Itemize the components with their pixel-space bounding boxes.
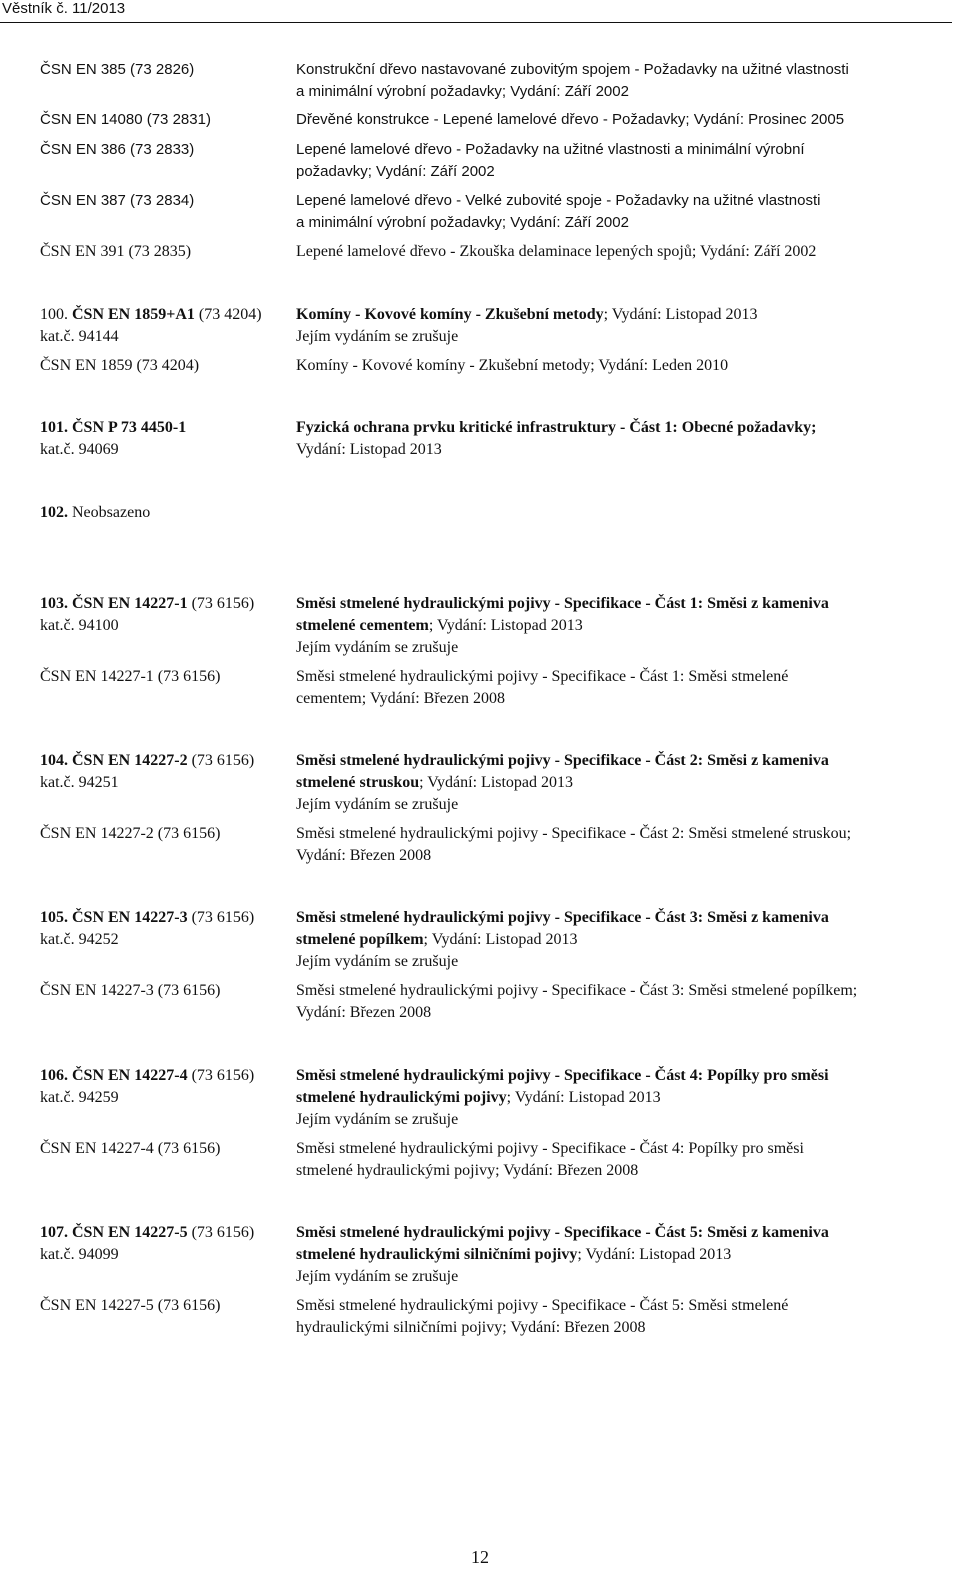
item-title-bold: stmelené struskou xyxy=(296,774,420,791)
journal-title: Věstník č. 11/2013 xyxy=(2,0,126,17)
entry-code: ČSN EN 14080 (73 2831) xyxy=(40,111,211,128)
item-code xyxy=(40,418,186,438)
item-number: 107. xyxy=(40,1224,68,1241)
catalog-number: kat.č. 94100 xyxy=(40,617,119,634)
replace-note: Jejím vydáním se zrušuje xyxy=(296,1111,459,1128)
old-title: Směsi stmelené hydraulickými pojivy - Specifikace - Část 1: Směsi stmelené xyxy=(296,668,789,685)
item-title-bold: stmelené cementem xyxy=(296,617,429,634)
item-code-bold: ČSN EN 14227-5 xyxy=(72,1224,188,1241)
item-number: 103. xyxy=(40,595,68,612)
item-code-suffix: (73 6156) xyxy=(187,1224,255,1241)
item-code-bold: ČSN EN 14227-4 xyxy=(72,1067,188,1084)
item-code-bold: ČSN EN 14227-2 xyxy=(72,752,188,769)
catalog-number: kat.č. 94069 xyxy=(40,441,119,458)
entry-title: Lepené lamelové dřevo - Požadavky na užitné vlastnosti a minimální výrobní xyxy=(296,141,805,158)
item-code-suffix: (73 6156) xyxy=(187,752,255,769)
entry-code: ČSN EN 385 (73 2826) xyxy=(40,61,195,78)
item-code xyxy=(40,1223,254,1243)
old-title: Směsi stmelené hydraulickými pojivy - Specifikace - Část 2: Směsi stmelené struskou; xyxy=(296,825,852,842)
entry-title: Lepené lamelové dřevo - Velké zubovité spoje - Požadavky na užitné vlastnosti xyxy=(296,192,821,209)
item-number: 101. xyxy=(40,419,68,436)
item-vacant xyxy=(40,503,150,523)
item-number: 106. xyxy=(40,1067,68,1084)
replace-note: Jejím vydáním se zrušuje xyxy=(296,639,459,656)
item-title: Směsi stmelené hydraulickými pojivy - Specifikace - Část 3: Směsi z kameniva xyxy=(296,909,829,926)
item-number: 104. xyxy=(40,752,68,769)
old-code: ČSN EN 1859 (73 4204) xyxy=(40,357,200,374)
item-title: Směsi stmelené hydraulickými pojivy - Specifikace - Část 1: Směsi z kameniva xyxy=(296,595,829,612)
item-code xyxy=(40,594,254,614)
entry-title: Lepené lamelové dřevo - Zkouška delaminace lepených spojů; Vydání: Září 2002 xyxy=(296,243,817,260)
item-title-bold: Komíny - Kovové komíny - Zkušební metody xyxy=(296,306,604,323)
item-title: Směsi stmelené hydraulickými pojivy - Specifikace - Část 4: Popílky pro směsi xyxy=(296,1067,829,1084)
old-title-line2: Vydání: Březen 2008 xyxy=(296,1004,432,1021)
item-title-line2 xyxy=(296,773,573,793)
old-title-line2: Vydání: Březen 2008 xyxy=(296,847,432,864)
item-title-bold: stmelené hydraulickými silničními pojivy xyxy=(296,1246,578,1263)
item-title-line2: Vydání: Listopad 2013 xyxy=(296,441,442,458)
item-title-suffix: ; Vydání: Listopad 2013 xyxy=(428,617,583,634)
item-code-bold: ČSN EN 1859+A1 xyxy=(72,306,195,323)
replace-note: Jejím vydáním se zrušuje xyxy=(296,953,459,970)
entry-code: ČSN EN 387 (73 2834) xyxy=(40,192,195,209)
item-title: Fyzická ochrana prvku kritické infrastruktury - Část 1: Obecné požadavky; xyxy=(296,419,817,436)
old-title: Komíny - Kovové komíny - Zkušební metody; Vydání: Leden 2010 xyxy=(296,357,729,374)
item-title: Směsi stmelené hydraulickými pojivy - Specifikace - Část 2: Směsi z kameniva xyxy=(296,752,829,769)
old-title-line2: stmelené hydraulickými pojivy; Vydání: Březen 2008 xyxy=(296,1162,639,1179)
item-title-suffix: ; Vydání: Listopad 2013 xyxy=(603,306,758,323)
item-title: Směsi stmelené hydraulickými pojivy - Specifikace - Část 5: Směsi z kameniva xyxy=(296,1224,829,1241)
item-number: 100. xyxy=(40,306,68,323)
entry-code: ČSN EN 391 (73 2835) xyxy=(40,243,192,260)
entry-title: a minimální výrobní požadavky; Vydání: Září 2002 xyxy=(296,83,629,100)
entry-title: Konstrukční dřevo nastavované zubovitým spojem - Požadavky na užitné vlastnosti xyxy=(296,61,849,78)
page-number: 12 xyxy=(471,1547,489,1567)
item-title-line2 xyxy=(296,1088,661,1108)
item-code xyxy=(40,751,254,771)
vacant-label: Neobsazeno xyxy=(68,504,151,521)
item-title-bold: stmelené hydraulickými pojivy xyxy=(296,1089,507,1106)
old-title-line2: hydraulickými silničními pojivy; Vydání: Březen 2008 xyxy=(296,1319,646,1336)
old-title: Směsi stmelené hydraulickými pojivy - Specifikace - Část 4: Popílky pro směsi xyxy=(296,1140,804,1157)
catalog-number: kat.č. 94259 xyxy=(40,1089,119,1106)
item-title-bold: stmelené popílkem xyxy=(296,931,424,948)
old-code: ČSN EN 14227-4 (73 6156) xyxy=(40,1140,221,1157)
old-code: ČSN EN 14227-1 (73 6156) xyxy=(40,668,221,685)
item-code-bold: ČSN EN 14227-1 xyxy=(72,595,188,612)
item-title-suffix: ; Vydání: Listopad 2013 xyxy=(423,931,578,948)
item-code-bold: ČSN P 73 4450-1 xyxy=(72,419,187,436)
item-title-line2 xyxy=(296,1245,731,1265)
item-title-suffix: ; Vydání: Listopad 2013 xyxy=(577,1246,732,1263)
item-title-line2 xyxy=(296,616,583,636)
item-code-suffix: (73 6156) xyxy=(187,909,255,926)
item-title-suffix: ; Vydání: Listopad 2013 xyxy=(506,1089,661,1106)
entry-title: požadavky; Vydání: Září 2002 xyxy=(296,163,495,180)
item-number: 105. xyxy=(40,909,68,926)
old-title: Směsi stmelené hydraulickými pojivy - Specifikace - Část 5: Směsi stmelené xyxy=(296,1297,789,1314)
old-code: ČSN EN 14227-5 (73 6156) xyxy=(40,1297,221,1314)
catalog-number: kat.č. 94251 xyxy=(40,774,119,791)
old-title-line2: cementem; Vydání: Březen 2008 xyxy=(296,690,505,707)
catalog-number: kat.č. 94252 xyxy=(40,931,119,948)
replace-note: Jejím vydáním se zrušuje xyxy=(296,796,459,813)
item-number: 102. xyxy=(40,504,68,521)
catalog-number: kat.č. 94144 xyxy=(40,328,119,345)
item-title xyxy=(296,305,758,325)
replace-note: Jejím vydáním se zrušuje xyxy=(296,1268,459,1285)
item-code-suffix: (73 4204) xyxy=(194,306,262,323)
entry-title: a minimální výrobní požadavky; Vydání: Září 2002 xyxy=(296,214,629,231)
item-code-suffix: (73 6156) xyxy=(187,1067,255,1084)
old-title: Směsi stmelené hydraulickými pojivy - Specifikace - Část 3: Směsi stmelené popílkem; xyxy=(296,982,858,999)
item-code xyxy=(40,908,254,928)
old-code: ČSN EN 14227-2 (73 6156) xyxy=(40,825,221,842)
item-title-line2 xyxy=(296,930,577,950)
old-code: ČSN EN 14227-3 (73 6156) xyxy=(40,982,221,999)
item-code-suffix: (73 6156) xyxy=(187,595,255,612)
item-code xyxy=(40,1066,254,1086)
catalog-number: kat.č. 94099 xyxy=(40,1246,119,1263)
item-code xyxy=(40,305,262,325)
item-code-bold: ČSN EN 14227-3 xyxy=(72,909,188,926)
entry-title: Dřevěné konstrukce - Lepené lamelové dřevo - Požadavky; Vydání: Prosinec 2005 xyxy=(296,111,845,128)
replace-note: Jejím vydáním se zrušuje xyxy=(296,328,459,345)
item-title-suffix: ; Vydání: Listopad 2013 xyxy=(419,774,574,791)
entry-code: ČSN EN 386 (73 2833) xyxy=(40,141,195,158)
